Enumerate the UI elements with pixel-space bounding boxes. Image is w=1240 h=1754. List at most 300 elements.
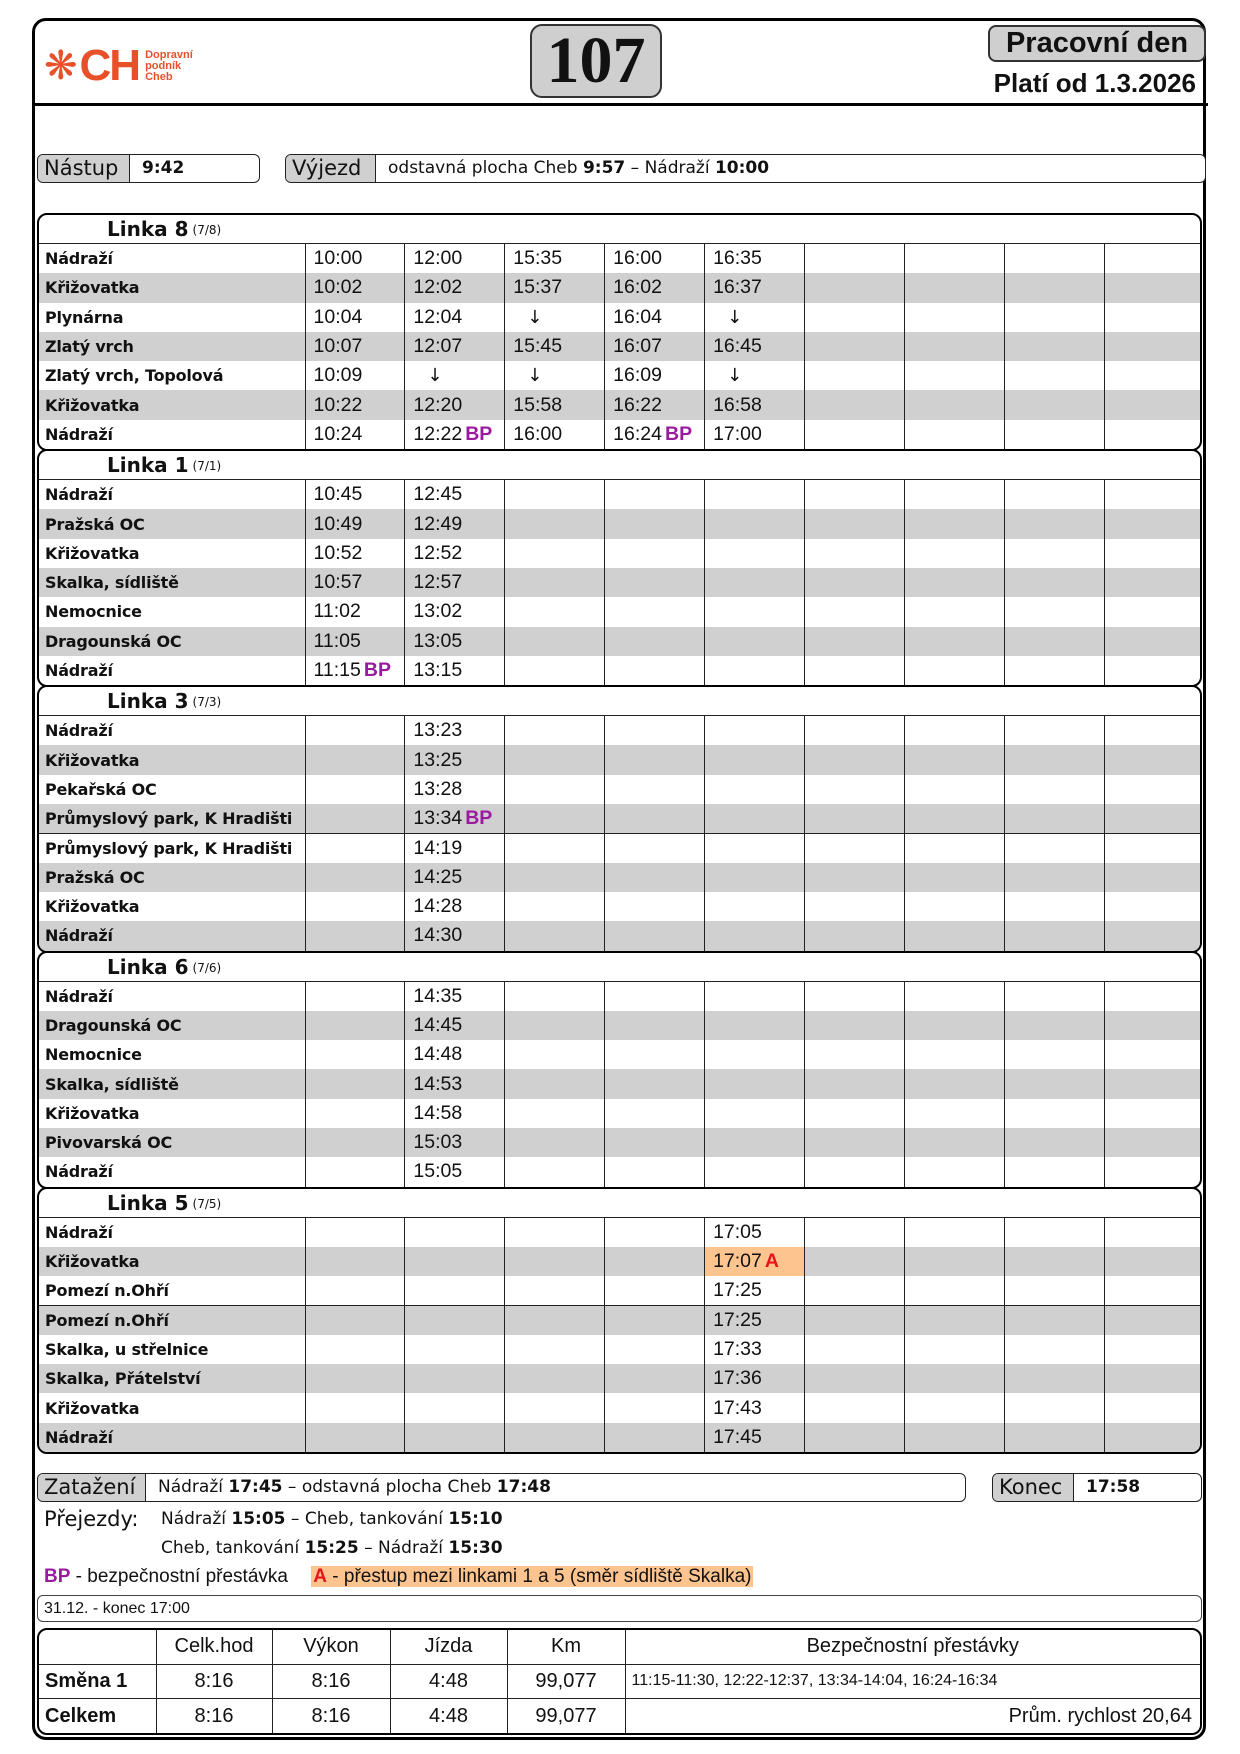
time-cell: [605, 332, 705, 361]
time-cell: [804, 1364, 904, 1393]
time-cell: [505, 539, 605, 568]
departure-time: 11:05: [313, 629, 361, 652]
zatazeni-label: Zatažení: [38, 1474, 146, 1501]
time-cell: [705, 804, 805, 833]
departure-time: 17:07: [713, 1250, 762, 1273]
time-cell: [405, 1276, 505, 1305]
stop-name: Křižovatka: [39, 1247, 305, 1276]
time-cell: [405, 509, 505, 538]
time-cell: [1104, 539, 1200, 568]
time-cell: [705, 892, 805, 921]
stop-row: [39, 1364, 1200, 1393]
time-cell: [305, 568, 405, 597]
departure-time: 14:35: [413, 984, 463, 1007]
time-cell: [605, 597, 705, 626]
time-cell: [305, 745, 405, 774]
time-cell: [505, 833, 605, 862]
time-cell: [705, 656, 805, 685]
stop-name: Křižovatka: [45, 897, 140, 917]
time-cell: [305, 390, 405, 419]
time-cell: [1004, 244, 1104, 273]
time-cell: [705, 568, 805, 597]
stop-name: Plynárna: [45, 307, 124, 327]
stop-row: [39, 1218, 1200, 1247]
pass-through-arrow-icon: ↓: [427, 365, 443, 387]
time-cell: [505, 1069, 605, 1098]
time-cell: [804, 1157, 904, 1186]
time-cell: [904, 892, 1004, 921]
stop-row: [39, 804, 1200, 833]
stop-name: Nádraží: [45, 424, 113, 444]
stop-row: [39, 539, 1200, 568]
time-cell: [505, 775, 605, 804]
departure-time: 12:00: [413, 247, 463, 270]
stop-name: Nádraží: [45, 721, 113, 741]
legend-a-text: - přestup mezi linkami 1 a 5 (směr sídliště Skalka): [327, 1566, 752, 1587]
time-cell: [1104, 244, 1200, 273]
time-cell: [505, 332, 605, 361]
time-cell: [505, 1423, 605, 1452]
stop-row: [39, 1069, 1200, 1098]
time-cell: [405, 1335, 505, 1364]
time-cell: [804, 982, 904, 1011]
time-cell: [1104, 1306, 1200, 1335]
time-cell: [1004, 1218, 1104, 1247]
time-cell: [1004, 1423, 1104, 1452]
time-cell: [305, 1247, 405, 1276]
time-cell: [705, 775, 805, 804]
departure-time: 12:49: [413, 512, 463, 535]
time-cell: [605, 303, 705, 332]
stop-name: Nádraží: [45, 1222, 113, 1242]
time-cell: [904, 982, 1004, 1011]
time-cell: [1004, 1276, 1104, 1305]
stop-name: Křižovatka: [45, 1103, 140, 1123]
time-cell: [305, 833, 405, 862]
time-cell: [505, 627, 605, 656]
stop-name: Nemocnice: [45, 1045, 142, 1065]
line-title: [39, 451, 1200, 480]
stop-row: [39, 716, 1200, 745]
time-cell: [1004, 804, 1104, 833]
time-cell: [804, 804, 904, 833]
departure-time: 11:15: [313, 659, 361, 681]
stop-name: Křižovatka: [45, 543, 140, 563]
time-cell: [705, 1128, 805, 1157]
time-cell: [305, 332, 405, 361]
time-cell: [705, 390, 805, 419]
line-name: Linka 8: [107, 217, 189, 241]
time-cell: [505, 597, 605, 626]
nastup-label: Nástup: [38, 155, 130, 182]
time-cell: [305, 716, 405, 745]
time-cell: [605, 627, 705, 656]
stop-name: Skalka, sídliště: [39, 568, 305, 597]
time-cell: [804, 1040, 904, 1069]
time-cell: [405, 627, 505, 656]
departure-time: 13:34: [413, 806, 463, 829]
day-type-badge: Pracovní den: [988, 25, 1206, 62]
departure-time: 17:43: [713, 1396, 762, 1419]
time-cell: [505, 480, 605, 509]
time-cell: [605, 273, 705, 302]
departure-time: 12:57: [413, 571, 463, 594]
time-cell: [1104, 1247, 1200, 1276]
time-cell: [804, 1069, 904, 1098]
time-cell: [605, 892, 705, 921]
legend-bp-mark: BP: [44, 1566, 71, 1587]
departure-time: 10:02: [313, 276, 363, 299]
time-cell: [505, 1128, 605, 1157]
time-cell: [1104, 420, 1200, 449]
stop-row: [39, 244, 1200, 273]
time-cell: [305, 361, 405, 390]
pass-through-arrow-icon: ↓: [727, 306, 743, 328]
departure-time: 16:22: [613, 393, 662, 416]
time-cell: [705, 1011, 805, 1040]
departure-time: 14:25: [413, 865, 463, 888]
time-cell: [1004, 361, 1104, 390]
time-cell: [405, 1040, 505, 1069]
time-cell: [904, 716, 1004, 745]
time-cell: [405, 656, 505, 685]
time-cell: [705, 1218, 805, 1247]
time-cell: [605, 1099, 705, 1128]
departure-time: 13:23: [413, 719, 463, 742]
summary-table: [37, 1628, 1202, 1735]
time-cell: [305, 1011, 405, 1040]
stop-name: Nádraží: [39, 921, 305, 950]
time-cell: [705, 597, 805, 626]
departure-time: 17:45: [713, 1425, 762, 1448]
stop-row: [39, 303, 1200, 332]
summary-cell: 4:48: [390, 1664, 507, 1699]
departure-time: 14:48: [413, 1043, 463, 1066]
pass-through-arrow-icon: ↓: [527, 365, 543, 387]
stop-name: Dragounská OC: [39, 1011, 305, 1040]
time-cell: [804, 390, 904, 419]
legend: [44, 1563, 753, 1591]
time-cell: [305, 863, 405, 892]
zatazeni-value: Nádraží 17:45 – odstavná plocha Cheb 17:48: [158, 1477, 551, 1497]
departure-time: 17:25: [713, 1308, 762, 1331]
time-cell: [605, 1247, 705, 1276]
time-cell: [804, 833, 904, 862]
time-cell: [605, 1157, 705, 1186]
time-cell: [705, 1157, 805, 1186]
stop-row: [39, 1276, 1200, 1305]
logo-line: Dopravní: [145, 48, 193, 61]
time-cell: [804, 656, 904, 685]
stop-row: [39, 745, 1200, 774]
departure-time: 16:35: [713, 247, 762, 270]
stop-name: Nádraží: [45, 1162, 113, 1182]
time-cell: [705, 273, 805, 302]
departure-time: 10:07: [313, 335, 363, 358]
stop-name: Dragounská OC: [39, 627, 305, 656]
summary-cell: 99,077: [507, 1664, 625, 1699]
departure-time: 16:02: [613, 276, 662, 299]
summary-cell: 8:16: [156, 1664, 272, 1699]
stop-row: [39, 390, 1200, 419]
time-cell: [804, 332, 904, 361]
stop-row: [39, 568, 1200, 597]
departure-time: 14:28: [413, 895, 463, 918]
stop-row: [39, 361, 1200, 390]
stop-row: [39, 420, 1200, 449]
time-cell: [1104, 745, 1200, 774]
summary-row-label: Celkem: [39, 1699, 156, 1733]
transfer-mark: A: [764, 1250, 779, 1273]
line-section: [37, 1187, 1202, 1454]
stop-row: [39, 627, 1200, 656]
time-cell: [305, 273, 405, 302]
departure-time: 15:05: [413, 1160, 463, 1183]
time-cell: [605, 390, 705, 419]
stop-name: Skalka, sídliště: [39, 1069, 305, 1098]
time-cell: [705, 716, 805, 745]
time-cell: [505, 1393, 605, 1422]
departure-time: 13:05: [413, 629, 463, 652]
stop-name: Křižovatka: [39, 745, 305, 774]
duty-number: 107: [530, 24, 662, 98]
time-cell: [505, 1040, 605, 1069]
time-cell: [1104, 1040, 1200, 1069]
summary-row: [39, 1664, 1200, 1699]
time-cell: [1104, 1423, 1200, 1452]
time-cell: [505, 1247, 605, 1276]
departure-time: 10:22: [313, 393, 363, 416]
departure-time: 13:25: [413, 748, 463, 771]
time-cell: [705, 1364, 805, 1393]
time-cell: [1004, 833, 1104, 862]
line-section: [37, 685, 1202, 952]
time-cell: [804, 921, 904, 950]
time-cell: [1104, 1069, 1200, 1098]
stop-row: [39, 1306, 1200, 1335]
line-title: [39, 953, 1200, 982]
time-cell: [1004, 892, 1104, 921]
line-section: [37, 449, 1202, 687]
time-cell: [1004, 332, 1104, 361]
time-cell: [605, 1423, 705, 1452]
time-cell: [1004, 1011, 1104, 1040]
time-cell: [305, 509, 405, 538]
time-cell: [804, 892, 904, 921]
departure-time: 14:19: [413, 836, 463, 859]
time-cell: [1004, 921, 1104, 950]
time-cell: [305, 892, 405, 921]
time-cell: [804, 361, 904, 390]
summary-cell: 8:16: [272, 1664, 390, 1699]
time-cell: [305, 597, 405, 626]
time-cell: [904, 1393, 1004, 1422]
time-cell: [305, 1423, 405, 1452]
time-cell: [705, 1247, 805, 1276]
stop-name: Nemocnice: [45, 602, 142, 622]
departure-time: 12:02: [413, 276, 463, 299]
time-cell: [505, 509, 605, 538]
stop-row: [39, 1128, 1200, 1157]
time-cell: [305, 1128, 405, 1157]
time-cell: [505, 804, 605, 833]
logo-line: Cheb: [145, 70, 173, 83]
time-cell: [904, 597, 1004, 626]
time-cell: [1004, 480, 1104, 509]
departure-time: 16:24: [613, 422, 662, 445]
time-cell: [1104, 833, 1200, 862]
time-cell: [804, 745, 904, 774]
time-cell: [1104, 1011, 1200, 1040]
time-cell: [904, 1335, 1004, 1364]
time-cell: [405, 390, 505, 419]
average-speed: Prům. rychlost 20,64: [625, 1699, 1200, 1733]
summary-cell: 8:16: [272, 1699, 390, 1733]
time-cell: [804, 1247, 904, 1276]
time-cell: [405, 244, 505, 273]
stop-name: Pekařská OC: [45, 779, 157, 799]
time-cell: [405, 361, 505, 390]
time-cell: [804, 716, 904, 745]
stop-row: [39, 480, 1200, 509]
time-cell: [305, 1306, 405, 1335]
stop-name: Pomezí n.Ohří: [45, 1281, 169, 1301]
time-cell: [904, 833, 1004, 862]
time-cell: [804, 1393, 904, 1422]
time-cell: [505, 1011, 605, 1040]
legend-a: [311, 1566, 753, 1587]
time-cell: [804, 863, 904, 892]
stop-name: Nádraží: [45, 986, 113, 1006]
time-cell: [505, 863, 605, 892]
time-cell: [1004, 982, 1104, 1011]
line-code: (7/5): [192, 1196, 222, 1211]
time-cell: [1104, 627, 1200, 656]
time-cell: [405, 1218, 505, 1247]
time-cell: [904, 244, 1004, 273]
pass-through-arrow-icon: ↓: [527, 306, 543, 328]
time-cell: [405, 1128, 505, 1157]
time-cell: [804, 1099, 904, 1128]
summary-header-cell: Výkon: [272, 1630, 390, 1664]
time-cell: [904, 656, 1004, 685]
time-cell: [904, 1157, 1004, 1186]
time-cell: [305, 775, 405, 804]
time-cell: [1004, 1335, 1104, 1364]
departure-time: 12:07: [413, 335, 463, 358]
time-cell: [705, 539, 805, 568]
time-cell: [1104, 1364, 1200, 1393]
time-cell: [605, 745, 705, 774]
break-mark: BP: [363, 659, 391, 681]
time-cell: [505, 1218, 605, 1247]
departure-time: 17:05: [713, 1220, 762, 1243]
time-cell: [405, 982, 505, 1011]
stop-row: [39, 1247, 1200, 1276]
stop-row: [39, 833, 1200, 862]
time-cell: [405, 1423, 505, 1452]
time-cell: [305, 1335, 405, 1364]
departure-time: 16:04: [613, 305, 662, 328]
departure-time: 12:20: [413, 393, 463, 416]
safety-breaks: 11:15-11:30, 12:22-12:37, 13:34-14:04, 16:24-16:34: [625, 1664, 1200, 1699]
stop-name: Pomezí n.Ohří: [39, 1306, 305, 1335]
time-cell: [1104, 1099, 1200, 1128]
time-cell: [605, 1276, 705, 1305]
time-cell: [605, 539, 705, 568]
time-cell: [1104, 568, 1200, 597]
time-cell: [305, 1364, 405, 1393]
time-cell: [1004, 745, 1104, 774]
time-cell: [1004, 539, 1104, 568]
departure-time: 16:37: [713, 276, 762, 299]
summary-cell: 99,077: [507, 1699, 625, 1733]
time-cell: [705, 627, 805, 656]
stop-name: Zlatý vrch, Topolová: [45, 366, 224, 386]
time-cell: [904, 1218, 1004, 1247]
time-cell: [1004, 1393, 1104, 1422]
departure-time: 17:00: [713, 422, 762, 445]
stop-row: [39, 1099, 1200, 1128]
stop-name: Zlatý vrch: [39, 332, 305, 361]
time-cell: [505, 921, 605, 950]
time-cell: [1004, 863, 1104, 892]
departure-time: 12:52: [413, 541, 463, 564]
departure-time: 16:07: [613, 335, 662, 358]
time-cell: [605, 1128, 705, 1157]
stop-row: [39, 1040, 1200, 1069]
time-cell: [904, 390, 1004, 419]
time-cell: [804, 1276, 904, 1305]
time-cell: [904, 1069, 1004, 1098]
time-cell: [405, 892, 505, 921]
time-cell: [804, 1306, 904, 1335]
time-cell: [505, 892, 605, 921]
legend-a-mark: A: [313, 1566, 327, 1587]
time-cell: [1004, 568, 1104, 597]
stop-row: [39, 1423, 1200, 1452]
time-cell: [305, 1069, 405, 1098]
time-cell: [305, 539, 405, 568]
time-cell: [1004, 1157, 1104, 1186]
time-cell: [904, 273, 1004, 302]
vyjezd-box: [285, 154, 1206, 183]
line-title: [39, 1189, 1200, 1218]
time-cell: [405, 1247, 505, 1276]
time-cell: [605, 1218, 705, 1247]
time-cell: [405, 921, 505, 950]
time-cell: [305, 480, 405, 509]
time-cell: [505, 390, 605, 419]
time-cell: [1004, 390, 1104, 419]
time-cell: [605, 1306, 705, 1335]
departure-time: 15:03: [413, 1131, 463, 1154]
line-name: Linka 1: [107, 453, 189, 478]
time-cell: [804, 273, 904, 302]
time-cell: [904, 1276, 1004, 1305]
time-cell: [505, 1364, 605, 1393]
nastup-value: 9:42: [142, 158, 185, 178]
departure-time: 10:24: [313, 422, 363, 445]
time-cell: [804, 775, 904, 804]
time-cell: [1004, 1306, 1104, 1335]
break-mark: BP: [465, 806, 493, 829]
stop-row: [39, 1335, 1200, 1364]
time-cell: [904, 361, 1004, 390]
time-cell: [305, 1099, 405, 1128]
time-cell: [1104, 1335, 1200, 1364]
departure-time: 10:52: [313, 541, 363, 564]
